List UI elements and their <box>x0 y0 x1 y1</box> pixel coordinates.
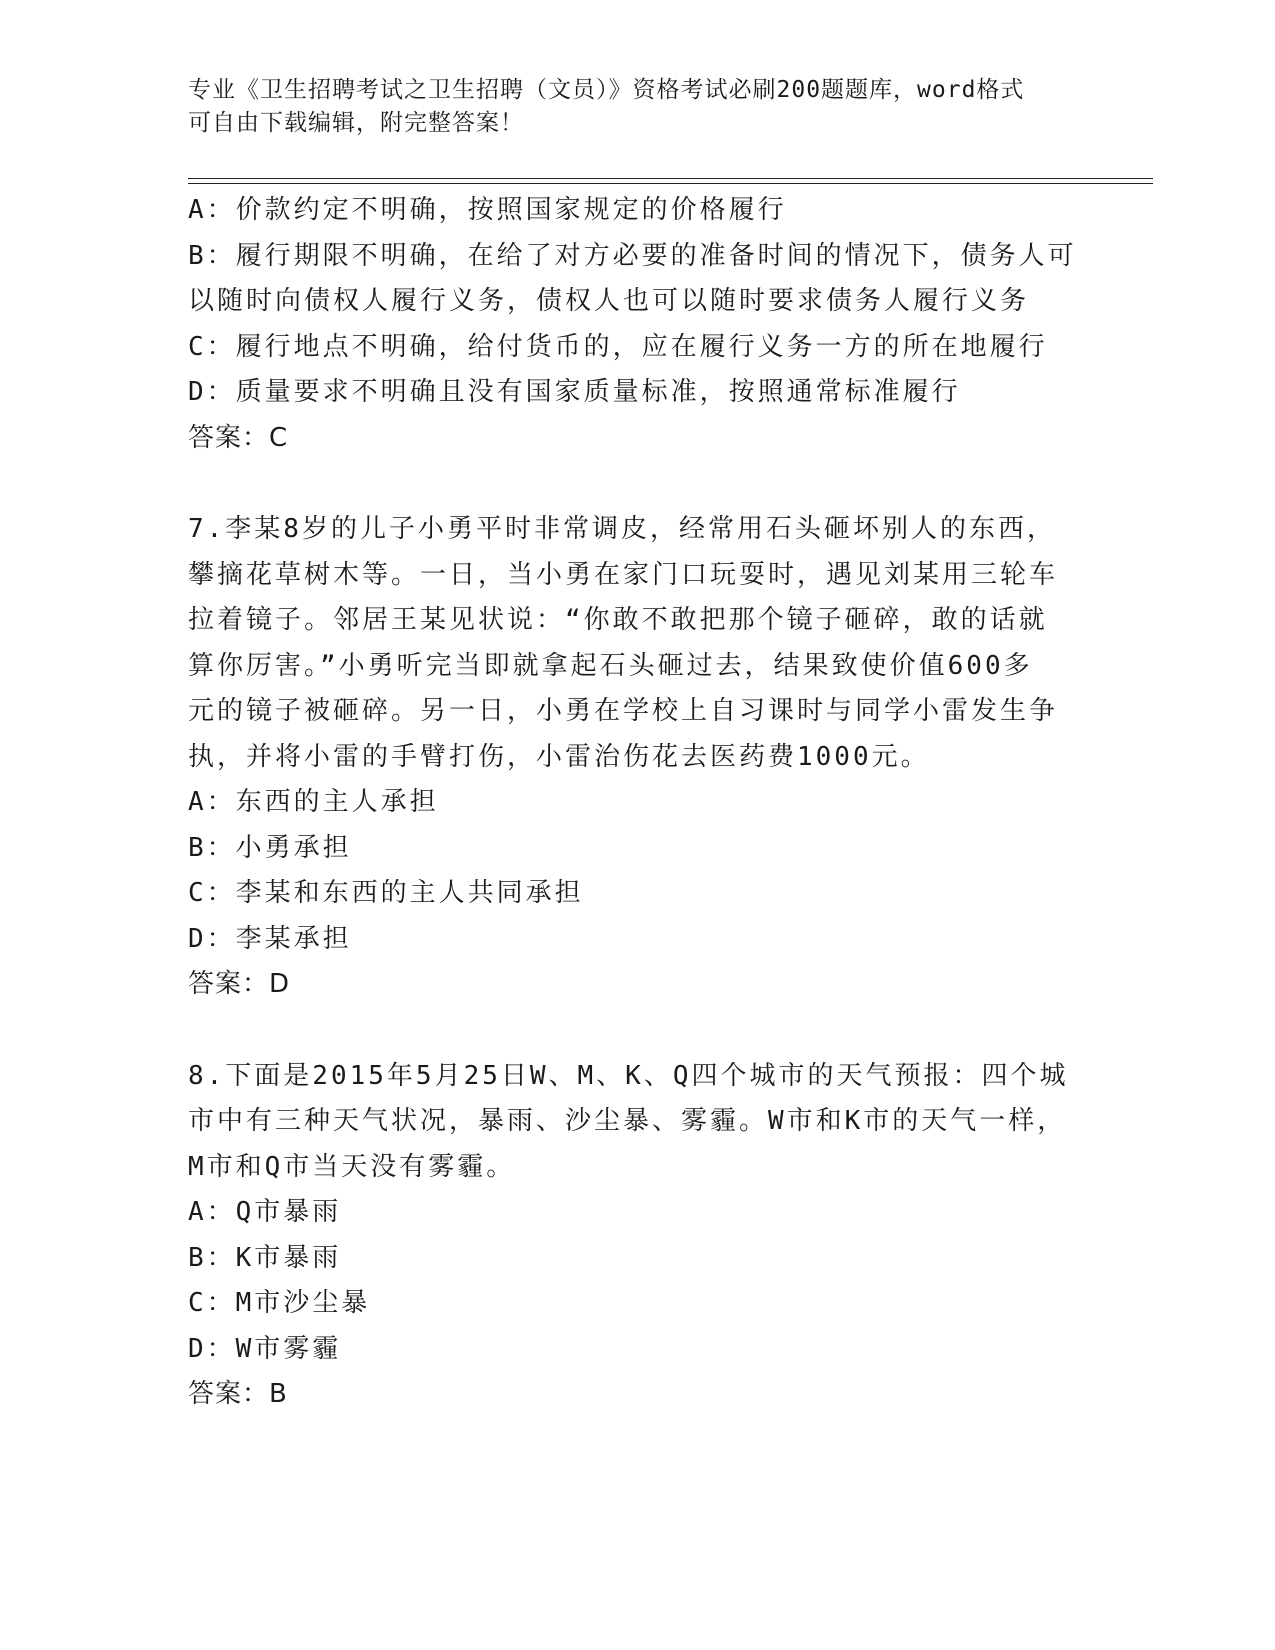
option-d: D：质量要求不明确且没有国家质量标准，按照通常标准履行 <box>188 377 961 407</box>
question-8 <box>188 1054 1088 1418</box>
question-stem-line: 算你厉害。”小勇听完当即就拿起石头砸过去，结果致使价值600多 <box>188 650 1033 681</box>
option-a: A：东西的主人承担 <box>188 787 439 817</box>
question-stem-line: 攀摘花草树木等。一日，当小勇在家门口玩耍时，遇见刘某用三轮车 <box>188 559 1059 590</box>
question-stem-line: 7.李某8岁的儿子小勇平时非常调皮，经常用石头砸坏别人的东西， <box>188 514 1056 544</box>
option-c: C：履行地点不明确，给付货币的，应在履行义务一方的所在地履行 <box>188 331 1048 362</box>
question-7 <box>188 507 1088 1008</box>
option-b: B：小勇承担 <box>188 832 352 863</box>
header-line-1: 专业《卫生招聘考试之卫生招聘（文员）》资格考试必刷200题题库，word格式 <box>188 77 1025 103</box>
question-stem-line: 执，并将小雷的手臂打伤，小雷治伤花去医药费1000元。 <box>188 741 930 772</box>
option-c: C：M市沙尘暴 <box>188 1288 371 1318</box>
question-6-tail <box>188 188 1088 461</box>
answer-line: 答案：B <box>188 1379 288 1409</box>
question-stem-line: M市和Q市当天没有雾霾。 <box>188 1151 516 1182</box>
option-b-line-2: 以随时向债权人履行义务，债权人也可以随时要求债务人履行义务 <box>188 286 1030 316</box>
option-d: D：W市雾霾 <box>188 1333 342 1364</box>
option-a: A：价款约定不明确，按照国家规定的价格履行 <box>188 195 787 225</box>
question-stem-line: 市中有三种天气状况，暴雨、沙尘暴、雾霾。W市和K市的天气一样， <box>188 1106 1067 1136</box>
option-c: C：李某和东西的主人共同承担 <box>188 878 584 908</box>
question-stem-line: 8.下面是2015年5月25日W、M、K、Q四个城市的天气预报：四个城 <box>188 1060 1069 1091</box>
document-header <box>188 74 1068 140</box>
answer-line: 答案：C <box>188 422 289 453</box>
document-body <box>188 188 1088 1418</box>
header-line-2: 可自由下载编辑，附完整答案！ <box>188 110 524 136</box>
question-stem-line: 拉着镜子。邻居王某见状说：“你敢不敢把那个镜子砸碎，敢的话就 <box>188 605 1048 635</box>
spacer <box>188 461 1088 507</box>
option-b: B：K市暴雨 <box>188 1242 342 1273</box>
header-rule-thick <box>188 178 1153 179</box>
option-d: D：李某承担 <box>188 923 352 954</box>
option-a: A：Q市暴雨 <box>188 1197 342 1227</box>
spacer <box>188 1008 1088 1054</box>
question-stem-line: 元的镜子被砸碎。另一日，小勇在学校上自习课时与同学小雷发生争 <box>188 696 1059 726</box>
header-rule-thin <box>188 183 1153 184</box>
answer-line: 答案：D <box>188 969 291 999</box>
option-b-line-1: B：履行期限不明确，在给了对方必要的准备时间的情况下，债务人可 <box>188 240 1077 271</box>
